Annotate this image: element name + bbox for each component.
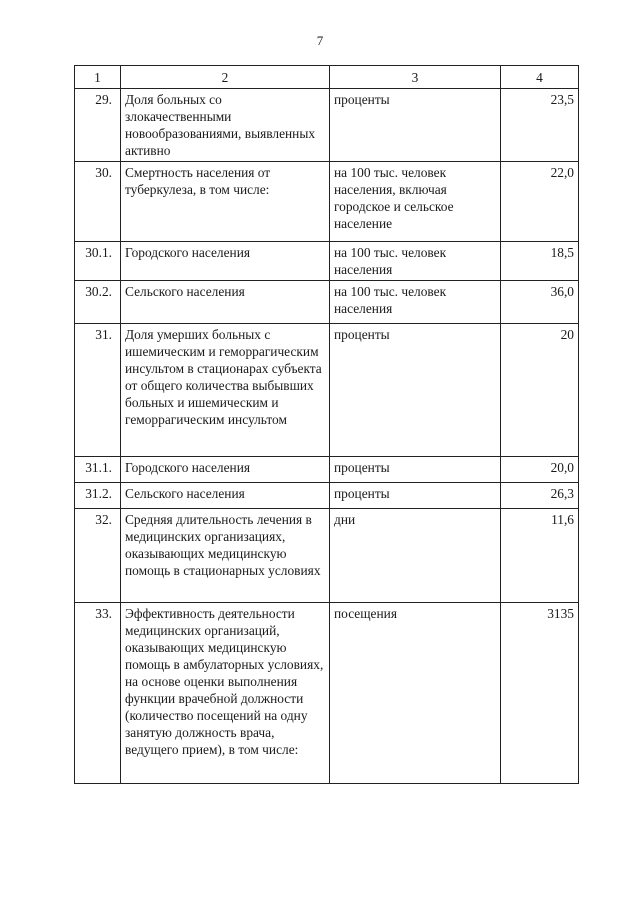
indicator-name: Смертность населения от туберкулеза, в том числе: [121, 162, 330, 242]
unit: на 100 тыс. человек населения [330, 281, 501, 324]
table-row [75, 89, 579, 162]
value: 18,5 [501, 242, 579, 281]
indicator-name: Сельского населения [121, 281, 330, 324]
unit: посещения [330, 603, 501, 784]
indicator-name: Средняя длительность лечения в медицинских организациях, оказывающих медицинскую помощь в стационарных условиях [121, 509, 330, 603]
unit: на 100 тыс. человек населения [330, 242, 501, 281]
value: 20,0 [501, 457, 579, 483]
value: 3135 [501, 603, 579, 784]
row-number: 33. [75, 603, 121, 784]
row-number: 32. [75, 509, 121, 603]
indicator-name: Доля больных со злокачественными новообразованиями, выявленных активно [121, 89, 330, 162]
value: 26,3 [501, 483, 579, 509]
indicator-name: Сельского населения [121, 483, 330, 509]
value: 23,5 [501, 89, 579, 162]
row-number: 31. [75, 324, 121, 457]
unit: проценты [330, 89, 501, 162]
table-row [75, 242, 579, 281]
value: 20 [501, 324, 579, 457]
indicator-name: Доля умерших больных с ишемическим и геморрагическим инсультом в стационарах субъекта от общего количества выбывших больных и ишемическим и геморрагическим инсультом [121, 324, 330, 457]
row-number: 30. [75, 162, 121, 242]
indicator-name: Городского населения [121, 242, 330, 281]
indicators-table [74, 65, 579, 784]
unit: на 100 тыс. человек населения, включая городское и сельское население [330, 162, 501, 242]
row-number: 29. [75, 89, 121, 162]
table-row [75, 457, 579, 483]
table-row [75, 162, 579, 242]
value: 36,0 [501, 281, 579, 324]
header-col-4: 4 [501, 66, 579, 89]
value: 22,0 [501, 162, 579, 242]
unit: проценты [330, 457, 501, 483]
page-number: 7 [316, 33, 324, 48]
table-row [75, 483, 579, 509]
row-number: 31.2. [75, 483, 121, 509]
unit: проценты [330, 324, 501, 457]
row-number: 31.1. [75, 457, 121, 483]
indicator-name: Городского населения [121, 457, 330, 483]
unit: дни [330, 509, 501, 603]
table-row [75, 509, 579, 603]
value: 11,6 [501, 509, 579, 603]
row-number: 30.1. [75, 242, 121, 281]
header-col-2: 2 [121, 66, 330, 89]
row-number: 30.2. [75, 281, 121, 324]
table-row [75, 603, 579, 784]
header-col-1: 1 [75, 66, 121, 89]
indicator-name: Эффективность деятельности медицинских организаций, оказывающих медицинскую помощь в амбулаторных условиях, на основе оценки выполнения функции врачебной должности (количество посещений на одну занятую должность врача, ведущего прием), в том числе: [121, 603, 330, 784]
header-col-3: 3 [330, 66, 501, 89]
table-row [75, 324, 579, 457]
table-row [75, 281, 579, 324]
table-header-row [75, 66, 579, 89]
unit: проценты [330, 483, 501, 509]
